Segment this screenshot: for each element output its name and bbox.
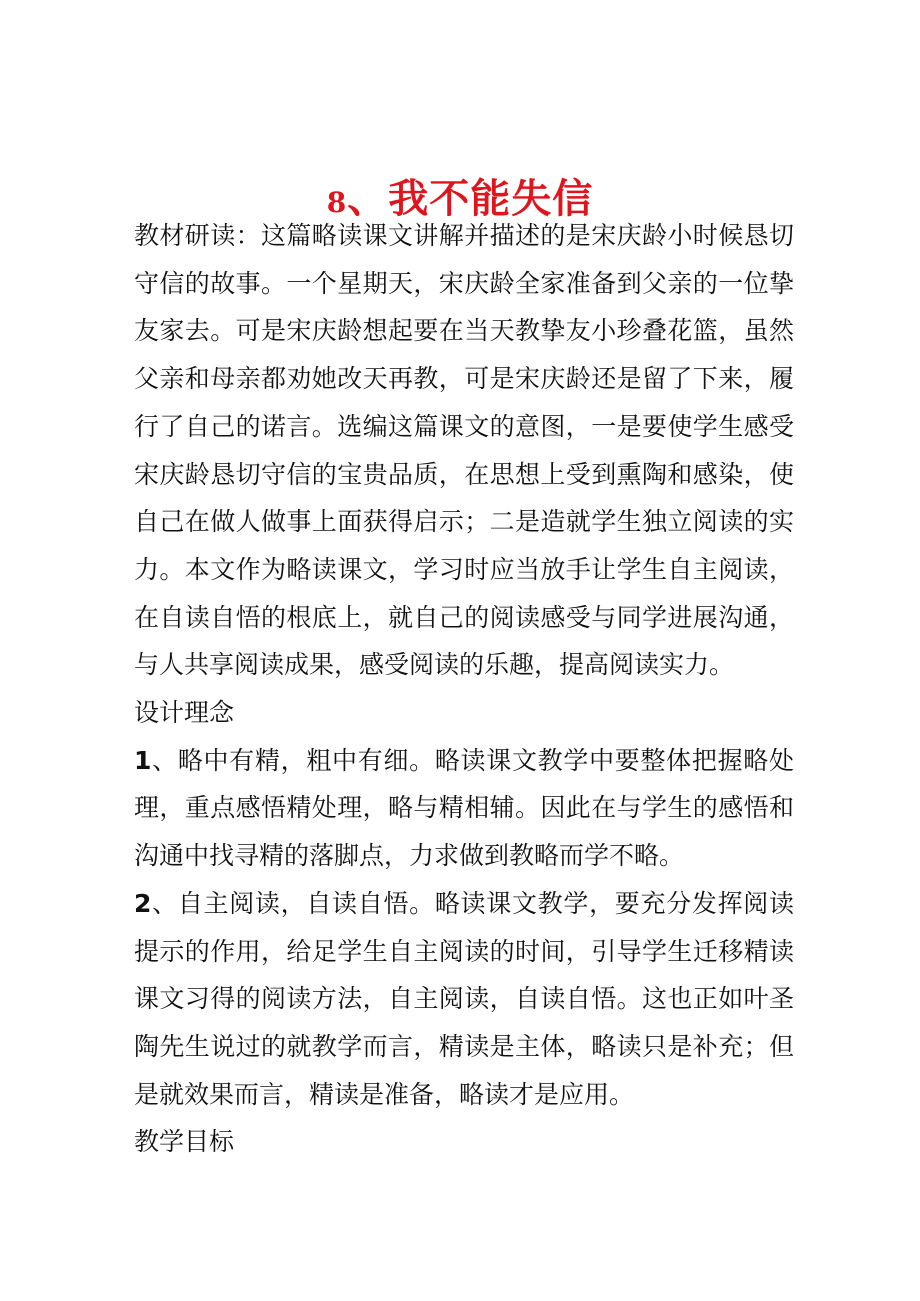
item-1-text: 、略中有精，粗中有细。略读课文教学中要整体把握略处理，重点感悟精处理，略与精相辅。因此在与学生的感悟和沟通中找寻精的落脚点，力求做到教略而学不略。 (134, 745, 794, 871)
design-item-1 (134, 737, 794, 880)
item-2-text: 、自主阅读，自读自悟。略读课文教学，要充分发挥阅读提示的作用，给足学生自主阅读的时间，引导学生迁移精读课文习得的阅读方法，自主阅读，自读自悟。这也正如叶圣陶先生说过的就教学而言，精读是主体，略读只是补充；但是就效果而言，精读是准备，略读才是应用。 (134, 888, 794, 1109)
goals-heading: 教学目标 (134, 1127, 235, 1157)
design-item-2 (134, 880, 794, 1119)
document-body (134, 212, 794, 1166)
intro-paragraph: 教材研读：这篇略读课文讲解并描述的是宋庆龄小时候恳切守信的故事。一个星期天，宋庆龄全家准备到父亲的一位挚友家去。可是宋庆龄想起要在当天教挚友小珍叠花篮，虽然父亲和母亲都劝她改天再教，可是宋庆龄还是留了下来，履行了自己的诺言。选编这篇课文的意图，一是要使学生感受宋庆龄恳切守信的宝贵品质，在思想上受到熏陶和感染，使自己在做人做事上面获得启示；二是造就学生独立阅读的实力。本文作为略读课文，学习时应当放手让学生自主阅读，在自读自悟的根底上，就自己的阅读感受与同学进展沟通，与人共享阅读成果，感受阅读的乐趣，提高阅读实力。 (134, 221, 794, 680)
title-text: 、我不能失信 (347, 174, 594, 222)
design-heading: 设计理念 (134, 698, 235, 728)
item-2-number: 2 (134, 888, 152, 918)
item-1-number: 1 (134, 745, 152, 775)
title-number: 8 (326, 185, 348, 219)
